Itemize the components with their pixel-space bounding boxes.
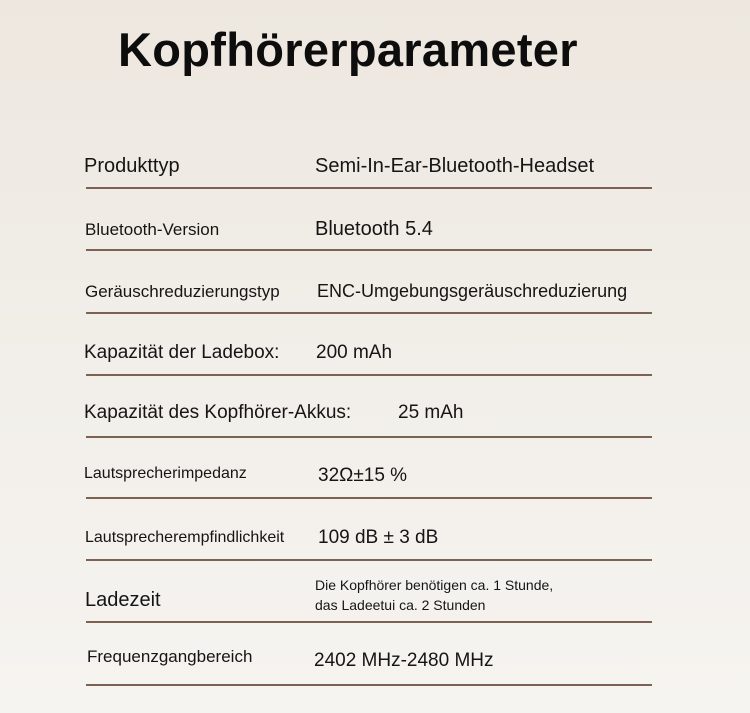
row-divider bbox=[86, 374, 652, 376]
row-divider bbox=[86, 559, 652, 561]
spec-label: Produkttyp bbox=[84, 155, 180, 177]
spec-label: Ladezeit bbox=[85, 589, 161, 611]
spec-value: 109 dB ± 3 dB bbox=[318, 527, 439, 548]
row-divider bbox=[86, 249, 652, 251]
row-divider bbox=[86, 187, 652, 189]
row-divider bbox=[86, 312, 652, 314]
spec-label: Lautsprecherempfindlichkeit bbox=[85, 529, 285, 546]
spec-label: Frequenzgangbereich bbox=[87, 647, 253, 666]
spec-value: 25 mAh bbox=[398, 402, 464, 423]
row-divider bbox=[86, 436, 652, 438]
spec-value: Bluetooth 5.4 bbox=[315, 218, 433, 240]
spec-label: Bluetooth-Version bbox=[85, 220, 220, 239]
spec-value: 2402 MHz-2480 MHz bbox=[314, 650, 494, 671]
spec-label: Kapazität des Kopfhörer-Akkus: bbox=[84, 402, 352, 423]
row-divider bbox=[86, 684, 652, 686]
spec-value: ENC-Umgebungsgeräuschreduzierung bbox=[317, 281, 628, 301]
spec-label: Lautsprecherimpedanz bbox=[84, 465, 247, 482]
spec-value: 32Ω±15 % bbox=[318, 465, 408, 486]
page-title: Kopfhörerparameter bbox=[118, 23, 578, 76]
spec-value: Semi-In-Ear-Bluetooth-Headset bbox=[315, 155, 595, 177]
spec-value-line-2: das Ladeetui ca. 2 Stunden bbox=[315, 597, 486, 613]
row-divider bbox=[86, 621, 652, 623]
spec-label: Geräuschreduzierungstyp bbox=[85, 282, 280, 301]
spec-value: 200 mAh bbox=[316, 342, 393, 363]
row-divider bbox=[86, 497, 652, 499]
spec-label: Kapazität der Ladebox: bbox=[84, 342, 280, 363]
spec-value-line-1: Die Kopfhörer benötigen ca. 1 Stunde, bbox=[315, 577, 554, 593]
